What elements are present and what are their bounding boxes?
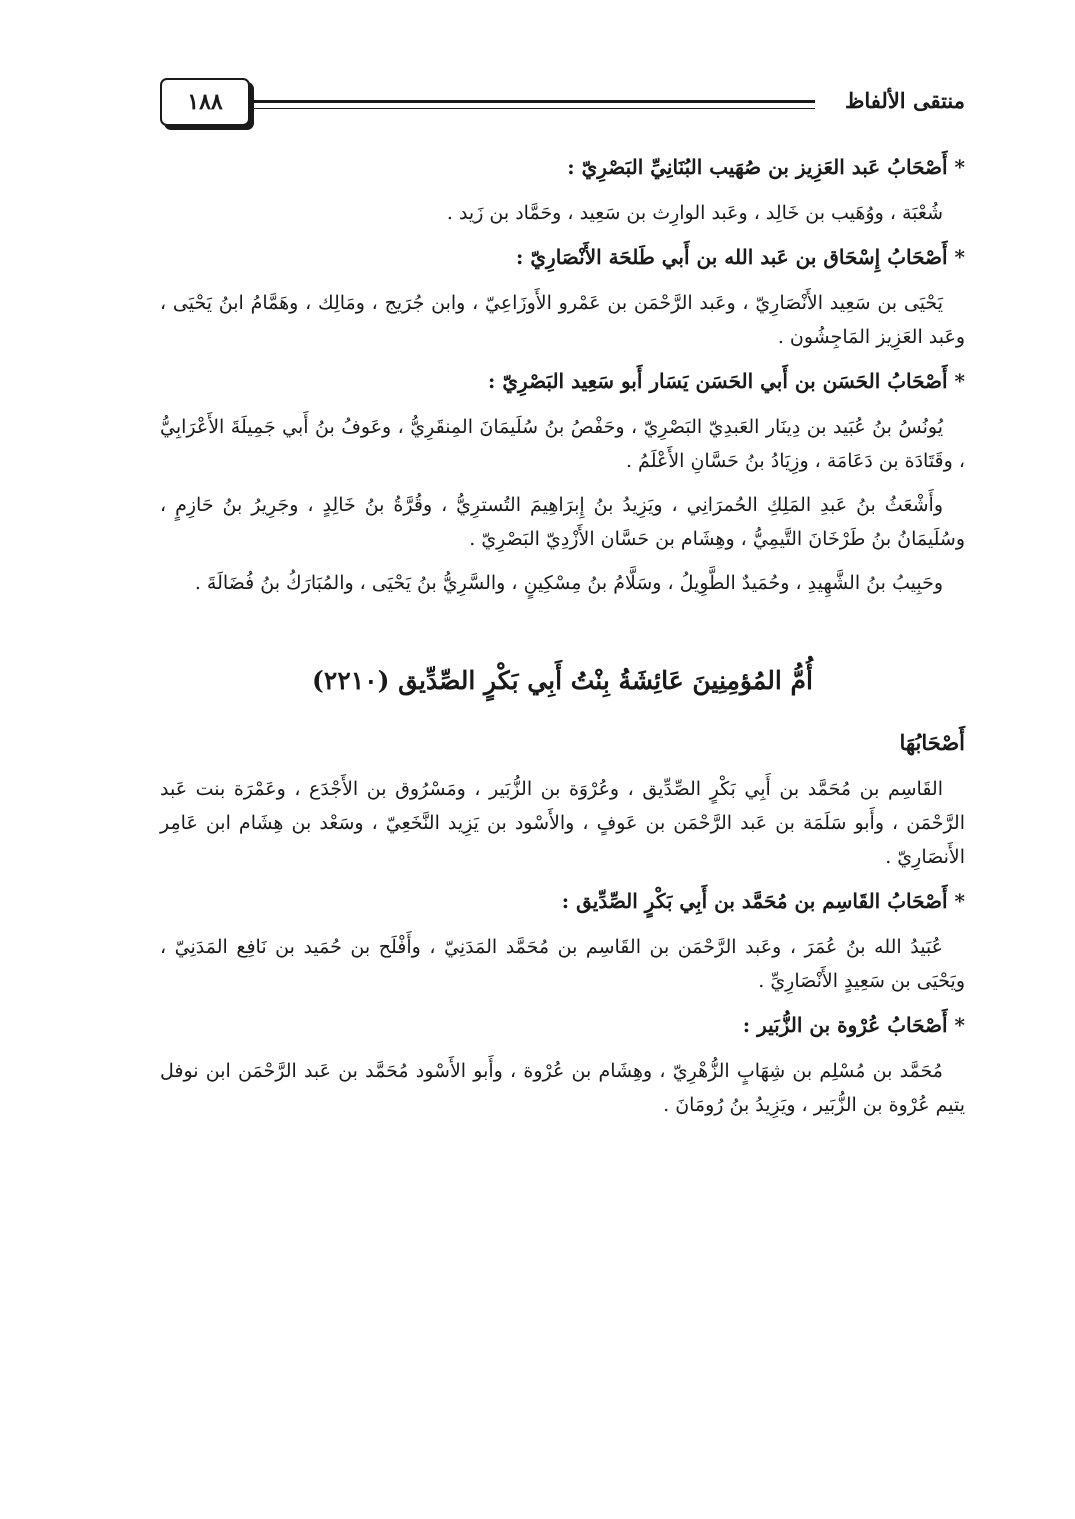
- running-title: منتقى الألفاظ: [844, 88, 965, 113]
- sub-heading: أَصْحَابُهَا: [899, 730, 965, 755]
- paragraph: شُعْبَة ، ووُهَيب بن خَالِد ، وعَبد الوارِث بن سَعِيد ، وحَمَّاد بن زَيد .: [446, 202, 943, 224]
- paragraph: عُبَيدُ الله بنُ عُمَرَ ، وعَبد الرَّحْمَن بن القَاسِم بن مُحَمَّد المَدَنِيّ ، وأَفْلَح بن حُمَيد بن نَافِع المَدَنِيّ ، ويَحْيَى بن سَعِيدٍ الأَنْصَارِيِّ .: [160, 936, 965, 992]
- paragraph: يُونُسُ بنُ عُبَيد بن دِينَار العَبدِيّ البَصْرِيّ ، وحَفْصُ بنُ سُلَيمَانَ المِنقَرِيُّ ، وعَوفُ بنُ أَبي جَمِيلَةَ الأَعْرَابِيُّ ، وقَتَادَة بن دَعَامَة ، وزِيَادُ بنُ حَسَّانِ الأَعْلَمُ .: [160, 416, 965, 472]
- page-number-box: [160, 78, 250, 126]
- page-content: [160, 150, 965, 1132]
- paragraph: وحَبِيبُ بنُ الشَّهِيدِ ، وحُمَيدٌ الطَّوِيلُ ، وسَلَّامُ بنُ مِسْكِينٍ ، والسَّرِيُّ بنُ يَحْيَى ، والمُبَارَكُ بنُ فُضَالَةَ .: [194, 572, 943, 594]
- paragraph: مُحَمَّد بن مُسْلِم بن شِهَابٍ الزُّهْرِيّ ، وهِشَام بن عُرْوة ، وأَبو الأَسْود مُحَمَّد بن عَبد الرَّحْمَن ابن نوفل يتيم عُرْوة بن الزُّبَير ، ويَزِيدُ بنُ رُومَانَ .: [160, 1060, 965, 1116]
- section-heading: * أَصْحَابُ القَاسِم بن مُحَمَّد بن أَبِي بَكْرٍ الصِّدِّيق :: [561, 889, 965, 913]
- chapter-title: أُمُّ المُؤمِنِينَ عَائِشَةُ بِنْتُ أَبِي بَكْرٍ الصِّدِّيق (٢٢١٠): [312, 666, 813, 695]
- section-heading: * أَصْحَابُ الحَسَن بن أَبي الحَسَن يَسَار أَبو سَعِيد البَصْرِيّ :: [488, 369, 965, 393]
- paragraph: يَحْيَى بن سَعِيد الأَنْصَارِيّ ، وعَبد الرَّحْمَن بن عَمْرو الأَوزَاعِيّ ، وابن جُرَيج ، ومَالِك ، وهَمَّامُ ابنُ يَحْيَى ، وعَبد العَزِيز المَاجِشُون .: [160, 292, 965, 348]
- section-heading: * أَصْحَابُ عَبد العَزِيز بن صُهَيب البُنَانِيِّ البَصْرِيّ :: [567, 155, 965, 179]
- paragraph: وأَشْعَثُ بنُ عَبدِ المَلِكِ الحُمرَانِي ، ويَزِيدُ بنُ إِبرَاهِيمَ التُسترِيُّ ، وقُرَّةُ بنُ خَالِدٍ ، وجَرِيرُ بنُ حَازِمٍ ، وسُلَيمَانُ بنُ طَرْخَانَ التَّيمِيُّ ، وهِشَام بن حَسَّان الأَزْدِيّ البَصْرِيّ .: [160, 494, 965, 550]
- header-rule: [252, 100, 815, 109]
- page-header: [160, 78, 965, 130]
- section-heading: * أَصْحَابُ عُرْوة بن الزُّبَير :: [742, 1013, 965, 1037]
- paragraph: القَاسِم بن مُحَمَّد بن أَبِي بَكْرٍ الصِّدِّيق ، وعُرْوَة بن الزُّبَير ، ومَسْرُوق بن الأَجْدَع ، وعَمْرَة بنت عَبد الرَّحْمَن ، وأَبو سَلَمَة بن عَبد الرَّحْمَن بن عَوفٍ ، والأَسْود بن يَزِيد النَّخَعِيّ ، وسَعْد بن هِشَام ابن عَامِر الأَنصَارِيّ .: [160, 778, 965, 868]
- section-heading: * أَصْحَابُ إِسْحَاق بن عَبد الله بن أَبي طَلحَة الأَنْصَارِيّ :: [516, 245, 965, 269]
- page-number: ١٨٨: [187, 89, 223, 115]
